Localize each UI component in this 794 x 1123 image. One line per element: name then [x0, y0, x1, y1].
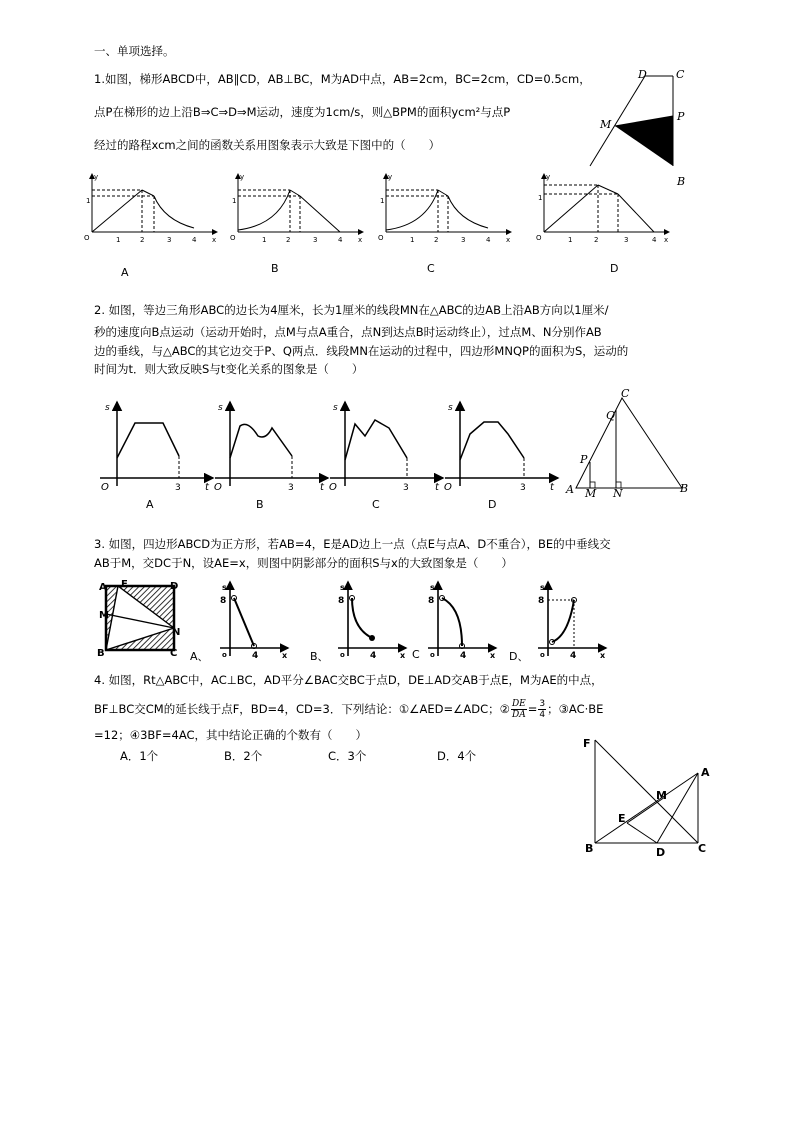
q2-graph-b: [210, 398, 330, 493]
q1-fig-label-m: M: [600, 118, 612, 131]
q1-graph-b: [228, 170, 368, 250]
q1-line2: 点P在梯形的边上沿B⇒C⇒D⇒M运动，速度为1cm/s，则△BPM的面积ycm²与点P: [94, 105, 511, 119]
q1d-x-label: x: [664, 236, 669, 244]
q1-graph-d: [534, 170, 674, 250]
q3-graph-a: [212, 578, 292, 660]
q3c-8: 8: [428, 596, 435, 606]
q2a-s: s: [105, 403, 110, 413]
q2-graph-d: [440, 398, 560, 493]
q4-fig-label-b: B: [585, 842, 594, 855]
q1a-tick3: 3: [167, 236, 172, 244]
q1b-x-label: x: [358, 236, 363, 244]
q2-fig-label-q: Q: [606, 409, 616, 422]
q1a-tick1: 1: [116, 236, 121, 244]
q3-graph-b: [330, 578, 410, 660]
q3-fig-label-e: E: [121, 579, 128, 590]
q1-option-d[interactable]: D: [610, 262, 619, 275]
q2b-o: O: [214, 482, 222, 493]
q1c-tick4: 4: [486, 236, 491, 244]
q1-graph-a: [82, 170, 222, 250]
q1c-tick2: 2: [434, 236, 439, 244]
q1-fig-label-d: D: [638, 68, 647, 81]
q4-line2: [94, 699, 603, 720]
q1a-x-label: x: [212, 236, 217, 244]
q2-line4: 时间为t．则大致反映S与t变化关系的图象是（ ）: [94, 362, 364, 376]
q1-fig-label-c: C: [676, 68, 685, 81]
q2-triangle-figure: [570, 390, 690, 500]
q1-fig-label-b: B: [677, 175, 686, 188]
q4-choice-a[interactable]: A．1个: [120, 749, 159, 763]
q2-fig-label-n: N: [613, 487, 623, 500]
q2-graph-c: [325, 398, 445, 493]
q2d-three: 3: [520, 483, 526, 493]
q4-triangle-figure: [585, 735, 710, 860]
q1d-tick4: 4: [652, 236, 657, 244]
q2-option-a[interactable]: A: [146, 498, 154, 511]
q1d-tick1: 1: [568, 236, 573, 244]
q3a-4: 4: [252, 651, 259, 661]
q4-fig-label-m: M: [656, 789, 667, 802]
q3a-x: x: [282, 651, 288, 660]
q1b-one: 1: [232, 197, 237, 205]
q1-line1: 1.如图，梯形ABCD中，AB∥CD，AB⊥BC，M为AD中点，AB=2cm，BC=2cm，CD=0.5cm，: [94, 72, 591, 86]
q3-line1: 3. 如图，四边形ABCD为正方形，若AB=4，E是AD边上一点（点E与点A、D不重合），BE的中垂线交: [94, 537, 611, 551]
q3-graph-c: [420, 578, 500, 660]
q3-fig-label-a: A: [99, 582, 107, 593]
q3-fig-label-d: D: [170, 581, 179, 592]
q1d-tick3: 3: [624, 236, 629, 244]
q4-line2-eq: =: [527, 702, 538, 716]
q2-line3: 边的垂线，与△ABC的其它边交于P、Q两点．线段MN在运动的过程中，四边形MNQP的面积为S，运动的: [94, 344, 629, 358]
q4-fig-label-a: A: [701, 766, 710, 779]
q4-fraction-3-4: $\frac{3}{4}$: [539, 699, 546, 720]
q1c-tick3: 3: [461, 236, 466, 244]
q2-graph-a: [95, 398, 215, 493]
q1d-tick2: 2: [594, 236, 599, 244]
q2-option-b[interactable]: B: [256, 498, 264, 511]
q4-choice-b[interactable]: B．2个: [224, 749, 263, 763]
q1b-tick2: 2: [286, 236, 291, 244]
q1c-origin: O: [378, 234, 384, 242]
q3d-x: x: [600, 651, 606, 660]
q2a-o: O: [101, 482, 109, 493]
q3-graph-d: [530, 578, 610, 660]
q1b-y-label: y: [240, 173, 245, 181]
q1d-y-label: y: [546, 173, 551, 181]
q1d-one: 1: [538, 194, 543, 202]
q4-line3: =12；④3BF=4AC，其中结论正确的个数有（ ）: [94, 728, 368, 742]
q3d-4: 4: [570, 651, 577, 661]
q2a-three: 3: [175, 483, 181, 493]
q1b-tick4: 4: [338, 236, 343, 244]
q3c-4: 4: [460, 651, 467, 661]
q3c-x: x: [490, 651, 496, 660]
q2-fig-label-c: C: [621, 387, 630, 400]
q1-option-a[interactable]: A: [121, 266, 129, 279]
section-title: 一、单项选择。: [94, 44, 175, 58]
q2-fig-label-a: A: [566, 483, 574, 496]
q2-line2: 秒的速度向B点运动（运动开始时，点M与点A重合，点N到达点B时运动终止），过点M、N分别作AB: [94, 325, 602, 339]
q2a-t: t: [205, 482, 209, 493]
q3-option-a[interactable]: A、: [190, 650, 209, 663]
q1a-tick2: 2: [140, 236, 145, 244]
q3b-8: 8: [338, 596, 345, 606]
q3-fig-label-c: C: [170, 648, 178, 659]
q2-fig-label-p: P: [580, 453, 588, 466]
q1a-one: 1: [86, 197, 91, 205]
q1c-tick1: 1: [410, 236, 415, 244]
q1-option-b[interactable]: B: [271, 262, 279, 275]
q1-line3: 经过的路程xcm之间的函数关系用图象表示大致是下图中的（ ）: [94, 138, 441, 152]
q3a-s: s: [222, 583, 227, 592]
q4-fraction-de-da: $\frac{DE}{DA}$: [511, 699, 526, 720]
q2d-s: s: [448, 403, 453, 413]
q4-fig-label-d: D: [656, 846, 666, 859]
q2c-t: t: [435, 482, 439, 493]
q2-fig-label-m: M: [585, 487, 597, 500]
q3-fig-label-m: M: [99, 610, 109, 621]
q3d-8: 8: [538, 596, 545, 606]
q3a-o: o: [222, 651, 227, 659]
q3a-8: 8: [220, 596, 227, 606]
q2b-three: 3: [288, 483, 294, 493]
q2-option-d[interactable]: D: [488, 498, 497, 511]
q3b-x: x: [400, 651, 406, 660]
q4-fig-label-f: F: [583, 737, 591, 750]
q3-line2: AB于M，交DC于N，设AE=x，则图中阴影部分的面积S与x的大致图象是（ ）: [94, 556, 513, 570]
q4-line2-b: ；③AC·BE: [547, 702, 604, 716]
q3-option-b[interactable]: B、: [310, 650, 329, 663]
q3c-o: o: [430, 651, 435, 659]
q1b-tick1: 1: [262, 236, 267, 244]
q1-graph-c: [376, 170, 516, 250]
q3-option-c[interactable]: C: [412, 648, 420, 661]
q4-fig-label-c: C: [698, 842, 707, 855]
q1d-origin: O: [536, 234, 542, 242]
q4-choice-c[interactable]: C．3个: [328, 749, 367, 763]
q2b-s: s: [218, 403, 223, 413]
q3-option-d[interactable]: D、: [509, 650, 529, 663]
q1c-x-label: x: [506, 236, 511, 244]
q1a-origin: O: [84, 234, 90, 242]
q1-fig-label-p: P: [677, 110, 685, 123]
q2c-s: s: [333, 403, 338, 413]
q1-option-c[interactable]: C: [427, 262, 435, 275]
q4-fig-label-e: E: [618, 812, 626, 825]
q4-choice-d[interactable]: D．4个: [437, 749, 477, 763]
q3d-s: s: [540, 583, 545, 592]
q2d-o: O: [444, 482, 452, 493]
q3d-o: o: [540, 651, 545, 659]
q1c-one: 1: [380, 197, 385, 205]
q1c-y-label: y: [388, 173, 393, 181]
q3-fig-label-n: N: [172, 627, 181, 638]
q2c-o: O: [329, 482, 337, 493]
q2b-t: t: [320, 482, 324, 493]
q1a-y-label: y: [94, 173, 99, 181]
q2-fig-label-b: B: [680, 482, 689, 495]
q4-line1: 4. 如图，Rt△ABC中，AC⊥BC，AD平分∠BAC交BC于点D，DE⊥AD交AB于点E，M为AE的中点，: [94, 673, 603, 687]
q2-line1: 2. 如图，等边三角形ABC的边长为4厘米，长为1厘米的线段MN在△ABC的边AB上沿AB方向以1厘米/: [94, 303, 609, 317]
q3c-s: s: [430, 583, 435, 592]
q3b-s: s: [340, 583, 345, 592]
q2c-three: 3: [403, 483, 409, 493]
q1a-tick4: 4: [192, 236, 197, 244]
q2d-t: t: [550, 482, 554, 493]
q2-option-c[interactable]: C: [372, 498, 380, 511]
q3b-4: 4: [370, 651, 377, 661]
q3-fig-label-b: B: [97, 648, 105, 659]
q1b-tick3: 3: [313, 236, 318, 244]
q1b-origin: O: [230, 234, 236, 242]
q4-line2-a: BF⊥BC交CM的延长线于点F，BD=4，CD=3．下列结论：①∠AED=∠ADC；②: [94, 702, 510, 716]
q3b-o: o: [340, 651, 345, 659]
